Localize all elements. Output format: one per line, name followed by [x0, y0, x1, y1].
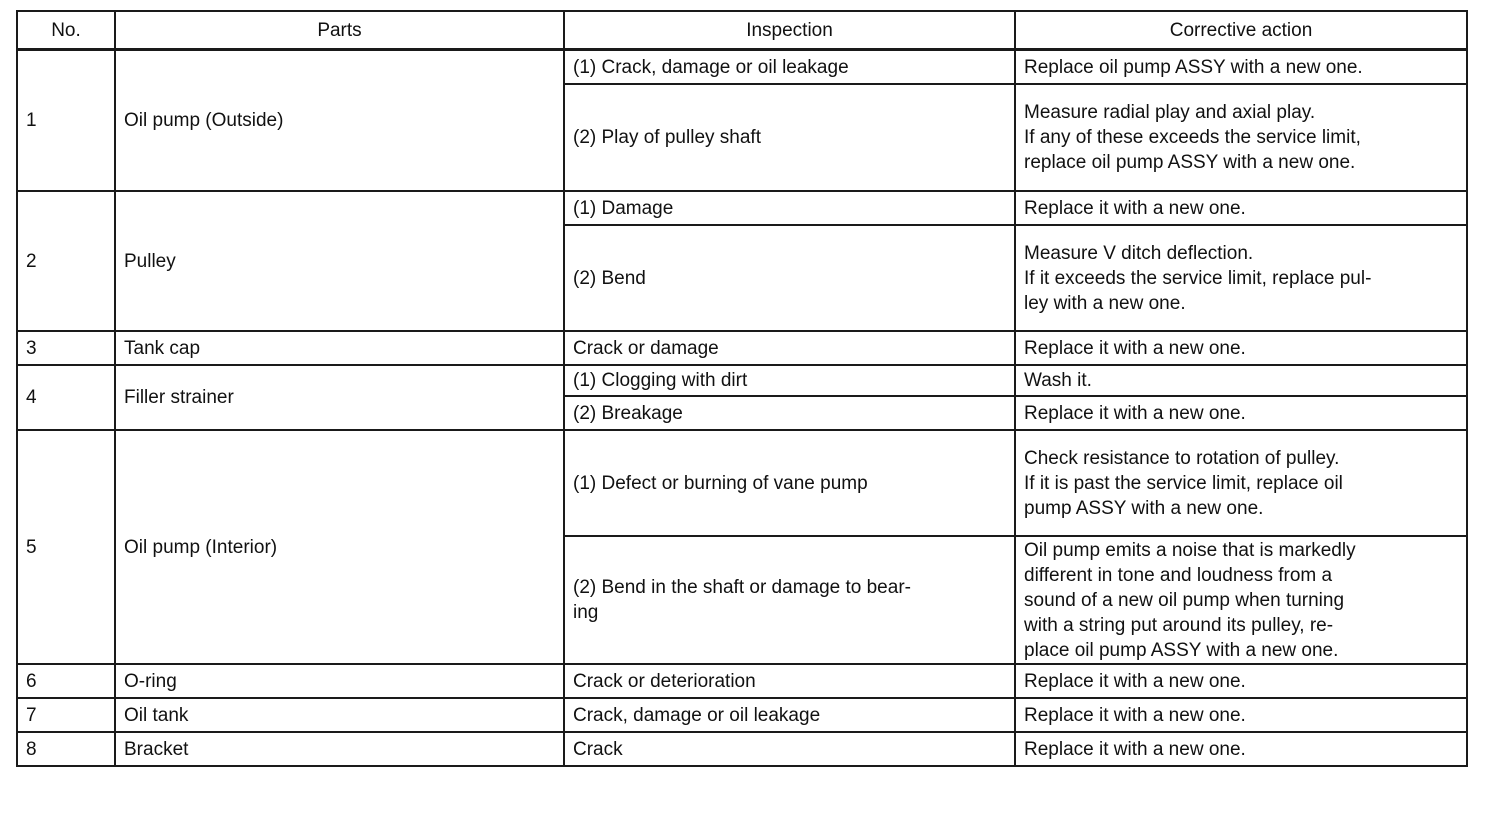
corrective-action-cell: Measure radial play and axial play. If any of these exceeds the service limit, replace oil pump ASSY with a new one. [1015, 84, 1467, 191]
inspection-table [16, 10, 1468, 767]
header-no: No. [17, 11, 115, 50]
inspection-cell: (2) Breakage [564, 396, 1015, 430]
inspection-cell: Crack [564, 732, 1015, 766]
corrective-action-cell: Check resistance to rotation of pulley. If it is past the service limit, replace oil pump ASSY with a new one. [1015, 430, 1467, 536]
table-row [17, 698, 1467, 732]
part-name: Oil tank [115, 698, 564, 732]
corrective-action-cell: Replace it with a new one. [1015, 732, 1467, 766]
header-row [17, 11, 1467, 50]
table-row [17, 430, 1467, 536]
corrective-action-cell: Replace it with a new one. [1015, 664, 1467, 698]
item-number: 1 [17, 50, 115, 192]
inspection-cell: (1) Defect or burning of vane pump [564, 430, 1015, 536]
part-name: Tank cap [115, 331, 564, 365]
part-name: Filler strainer [115, 365, 564, 430]
header-inspection: Inspection [564, 11, 1015, 50]
inspection-cell: (1) Clogging with dirt [564, 365, 1015, 396]
inspection-cell: (1) Crack, damage or oil leakage [564, 50, 1015, 85]
corrective-action-cell: Replace it with a new one. [1015, 396, 1467, 430]
item-number: 8 [17, 732, 115, 766]
item-number: 6 [17, 664, 115, 698]
item-number: 5 [17, 430, 115, 664]
table-row [17, 365, 1467, 396]
inspection-cell: (1) Damage [564, 191, 1015, 225]
part-name: Pulley [115, 191, 564, 331]
corrective-action-cell: Replace it with a new one. [1015, 331, 1467, 365]
inspection-cell: Crack, damage or oil leakage [564, 698, 1015, 732]
inspection-cell: Crack or damage [564, 331, 1015, 365]
item-number: 2 [17, 191, 115, 331]
table-row [17, 732, 1467, 766]
inspection-cell: (2) Bend [564, 225, 1015, 331]
table-row [17, 664, 1467, 698]
item-number: 7 [17, 698, 115, 732]
header-corrective-action: Corrective action [1015, 11, 1467, 50]
table-row [17, 191, 1467, 225]
corrective-action-cell: Replace it with a new one. [1015, 191, 1467, 225]
part-name: Oil pump (Outside) [115, 50, 564, 192]
inspection-cell: (2) Bend in the shaft or damage to bear- ing [564, 536, 1015, 664]
item-number: 3 [17, 331, 115, 365]
table-row [17, 331, 1467, 365]
header-parts: Parts [115, 11, 564, 50]
table-row [17, 50, 1467, 85]
corrective-action-cell: Replace it with a new one. [1015, 698, 1467, 732]
part-name: Bracket [115, 732, 564, 766]
corrective-action-cell: Wash it. [1015, 365, 1467, 396]
corrective-action-cell: Oil pump emits a noise that is markedly different in tone and loudness from a sound of a new oil pump when turning with a string put around its pulley, re- place oil pump ASSY with a new one. [1015, 536, 1467, 664]
part-name: O-ring [115, 664, 564, 698]
inspection-cell: Crack or deterioration [564, 664, 1015, 698]
corrective-action-cell: Measure V ditch deflection. If it exceeds the service limit, replace pul- ley with a new one. [1015, 225, 1467, 331]
part-name: Oil pump (Interior) [115, 430, 564, 664]
inspection-cell: (2) Play of pulley shaft [564, 84, 1015, 191]
item-number: 4 [17, 365, 115, 430]
corrective-action-cell: Replace oil pump ASSY with a new one. [1015, 50, 1467, 85]
